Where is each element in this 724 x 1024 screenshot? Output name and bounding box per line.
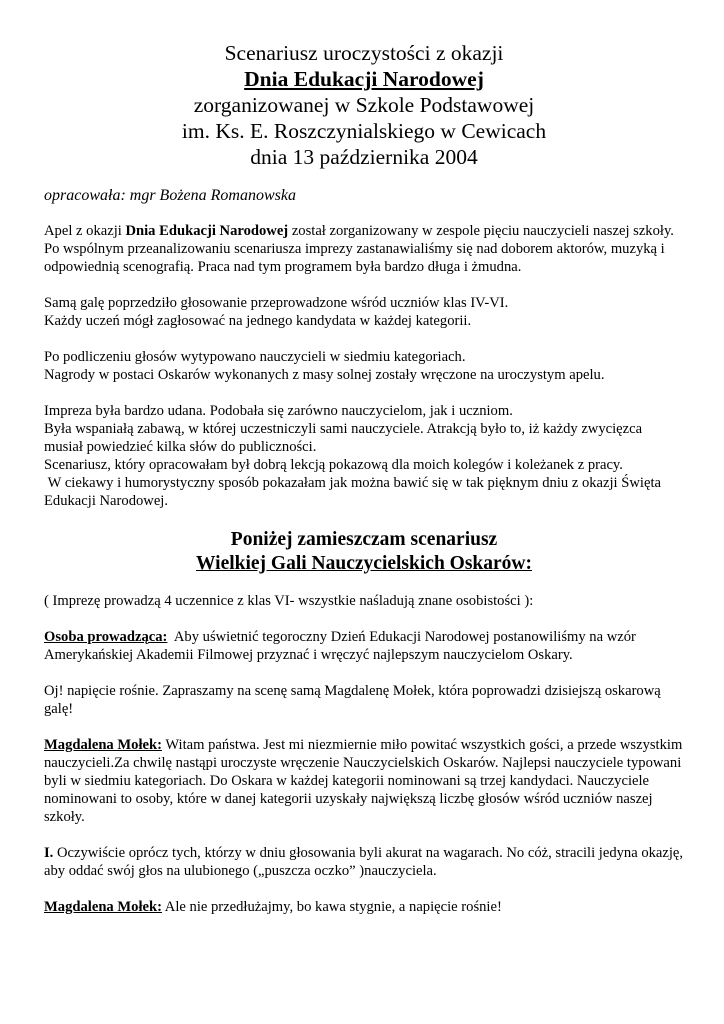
dialogue-text: Witam państwa. Jest mi niezmiernie miło powitać wszystkich gości, a przede wszystkim nauczycieli.Za chwilę nastąpi uroczyste wręczenie Nauczycielskich Oskarów. Najlepsi nauczyciele typowani byli w siedmiu kategoriach. Do Oskara w każdej kategorii nominowani są trzej kandydaci. Nauczyciele nominowani to osoby, które w danej kategorii uzyskały największą liczbę głosów wśród uczniów naszej szkoły. [44, 737, 683, 825]
title-line-2: Dnia Edukacji Narodowej [244, 67, 484, 91]
speaker-label: Osoba prowadząca: [44, 629, 168, 645]
title-line-5: dnia 13 października 2004 [250, 145, 478, 169]
title-line-1: Scenariusz uroczystości z okazji [224, 41, 504, 65]
intro-paragraph-4 [44, 402, 684, 510]
section-heading-line-1: Poniżej zamieszczam scenariusz [230, 529, 498, 550]
magdalena-line [44, 736, 684, 826]
document-page [44, 40, 684, 916]
intro-text: Była wspaniałą zabawą, w której uczestniczyli sami nauczyciele. Atrakcją było to, iż każdy zwycięzca musiał powiedzieć kilka słów do publiczności. [44, 421, 643, 455]
intro-text: Apel z okazji [44, 223, 126, 239]
intro-paragraph-2 [44, 294, 684, 330]
section-heading [44, 528, 684, 576]
intro-text: został zorganizowany w zespole pięciu nauczycieli naszej szkoły. [288, 223, 674, 239]
intro-text: Nagrody w postaci Oskarów wykonanych z masy solnej zostały wręczone na uroczystym apelu. [44, 367, 605, 383]
document-title [44, 40, 684, 170]
magdalena-line-2 [44, 898, 684, 916]
host-line [44, 628, 684, 664]
intro-bold-text: Dnia Edukacji Narodowej [125, 223, 289, 239]
host-line-2: Oj! napięcie rośnie. Zapraszamy na scenę samą Magdalenę Mołek, która poprowadzi dzisiejszą oskarową galę! [44, 683, 661, 717]
dialogue-text: Ale nie przedłużajmy, bo kawa stygnie, a napięcie rośnie! [161, 899, 502, 915]
script-note: ( Imprezę prowadzą 4 uczennice z klas VI- wszystkie naśladują znane osobistości ): [44, 593, 534, 609]
title-line-3: zorganizowanej w Szkole Podstawowej [193, 93, 535, 117]
intro-text: Scenariusz, który opracowałam był dobrą lekcją pokazową dla moich kolegów i koleżanek z pracy. [44, 457, 623, 473]
intro-text: Po wspólnym przeanalizowaniu scenariusza imprezy zastanawialiśmy się nad doborem aktorów, muzyką i odpowiednią scenografią. Praca nad tym programem była bardzo długa i żmudna. [44, 241, 665, 275]
dialogue-text: Aby uświetnić tegoroczny Dzień Edukacji Narodowej postanowiliśmy na wzór Amerykańskiej Akademii Filmowej przyznać i wręczyć najlepszym nauczycielom Oskary. [44, 629, 639, 663]
title-line-4: im. Ks. E. Roszczynialskiego w Cewicach [181, 119, 547, 143]
intro-text: Samą galę poprzedziło głosowanie przeprowadzone wśród uczniów klas IV-VI. [44, 295, 509, 311]
author-line: opracowała: mgr Bożena Romanowska [44, 187, 296, 204]
intro-paragraph-1 [44, 222, 684, 276]
intro-text: Po podliczeniu głosów wytypowano nauczycieli w siedmiu kategoriach. [44, 349, 466, 365]
speaker-label: Magdalena Mołek: [44, 899, 162, 915]
intro-text: Każdy uczeń mógł zagłosować na jednego kandydata w każdej kategorii. [44, 313, 472, 329]
speaker-i-line [44, 844, 684, 880]
intro-paragraph-3 [44, 348, 684, 384]
section-heading-line-2: Wielkiej Gali Nauczycielskich Oskarów: [196, 553, 532, 574]
speaker-label: I. [44, 845, 54, 861]
dialogue-text: Oczywiście oprócz tych, którzy w dniu głosowania byli akurat na wagarach. No cóż, stracili jedyna okazję, aby oddać swój głos na ulubionego („puszcza oczko” )nauczyciela. [44, 845, 684, 879]
speaker-label: Magdalena Mołek: [44, 737, 162, 753]
intro-text: W ciekawy i humorystyczny sposób pokazałam jak można bawić się w tak pięknym dniu z okazji Święta Edukacji Narodowej. [44, 475, 665, 509]
intro-text: Impreza była bardzo udana. Podobała się zarówno nauczycielom, jak i uczniom. [44, 403, 513, 419]
